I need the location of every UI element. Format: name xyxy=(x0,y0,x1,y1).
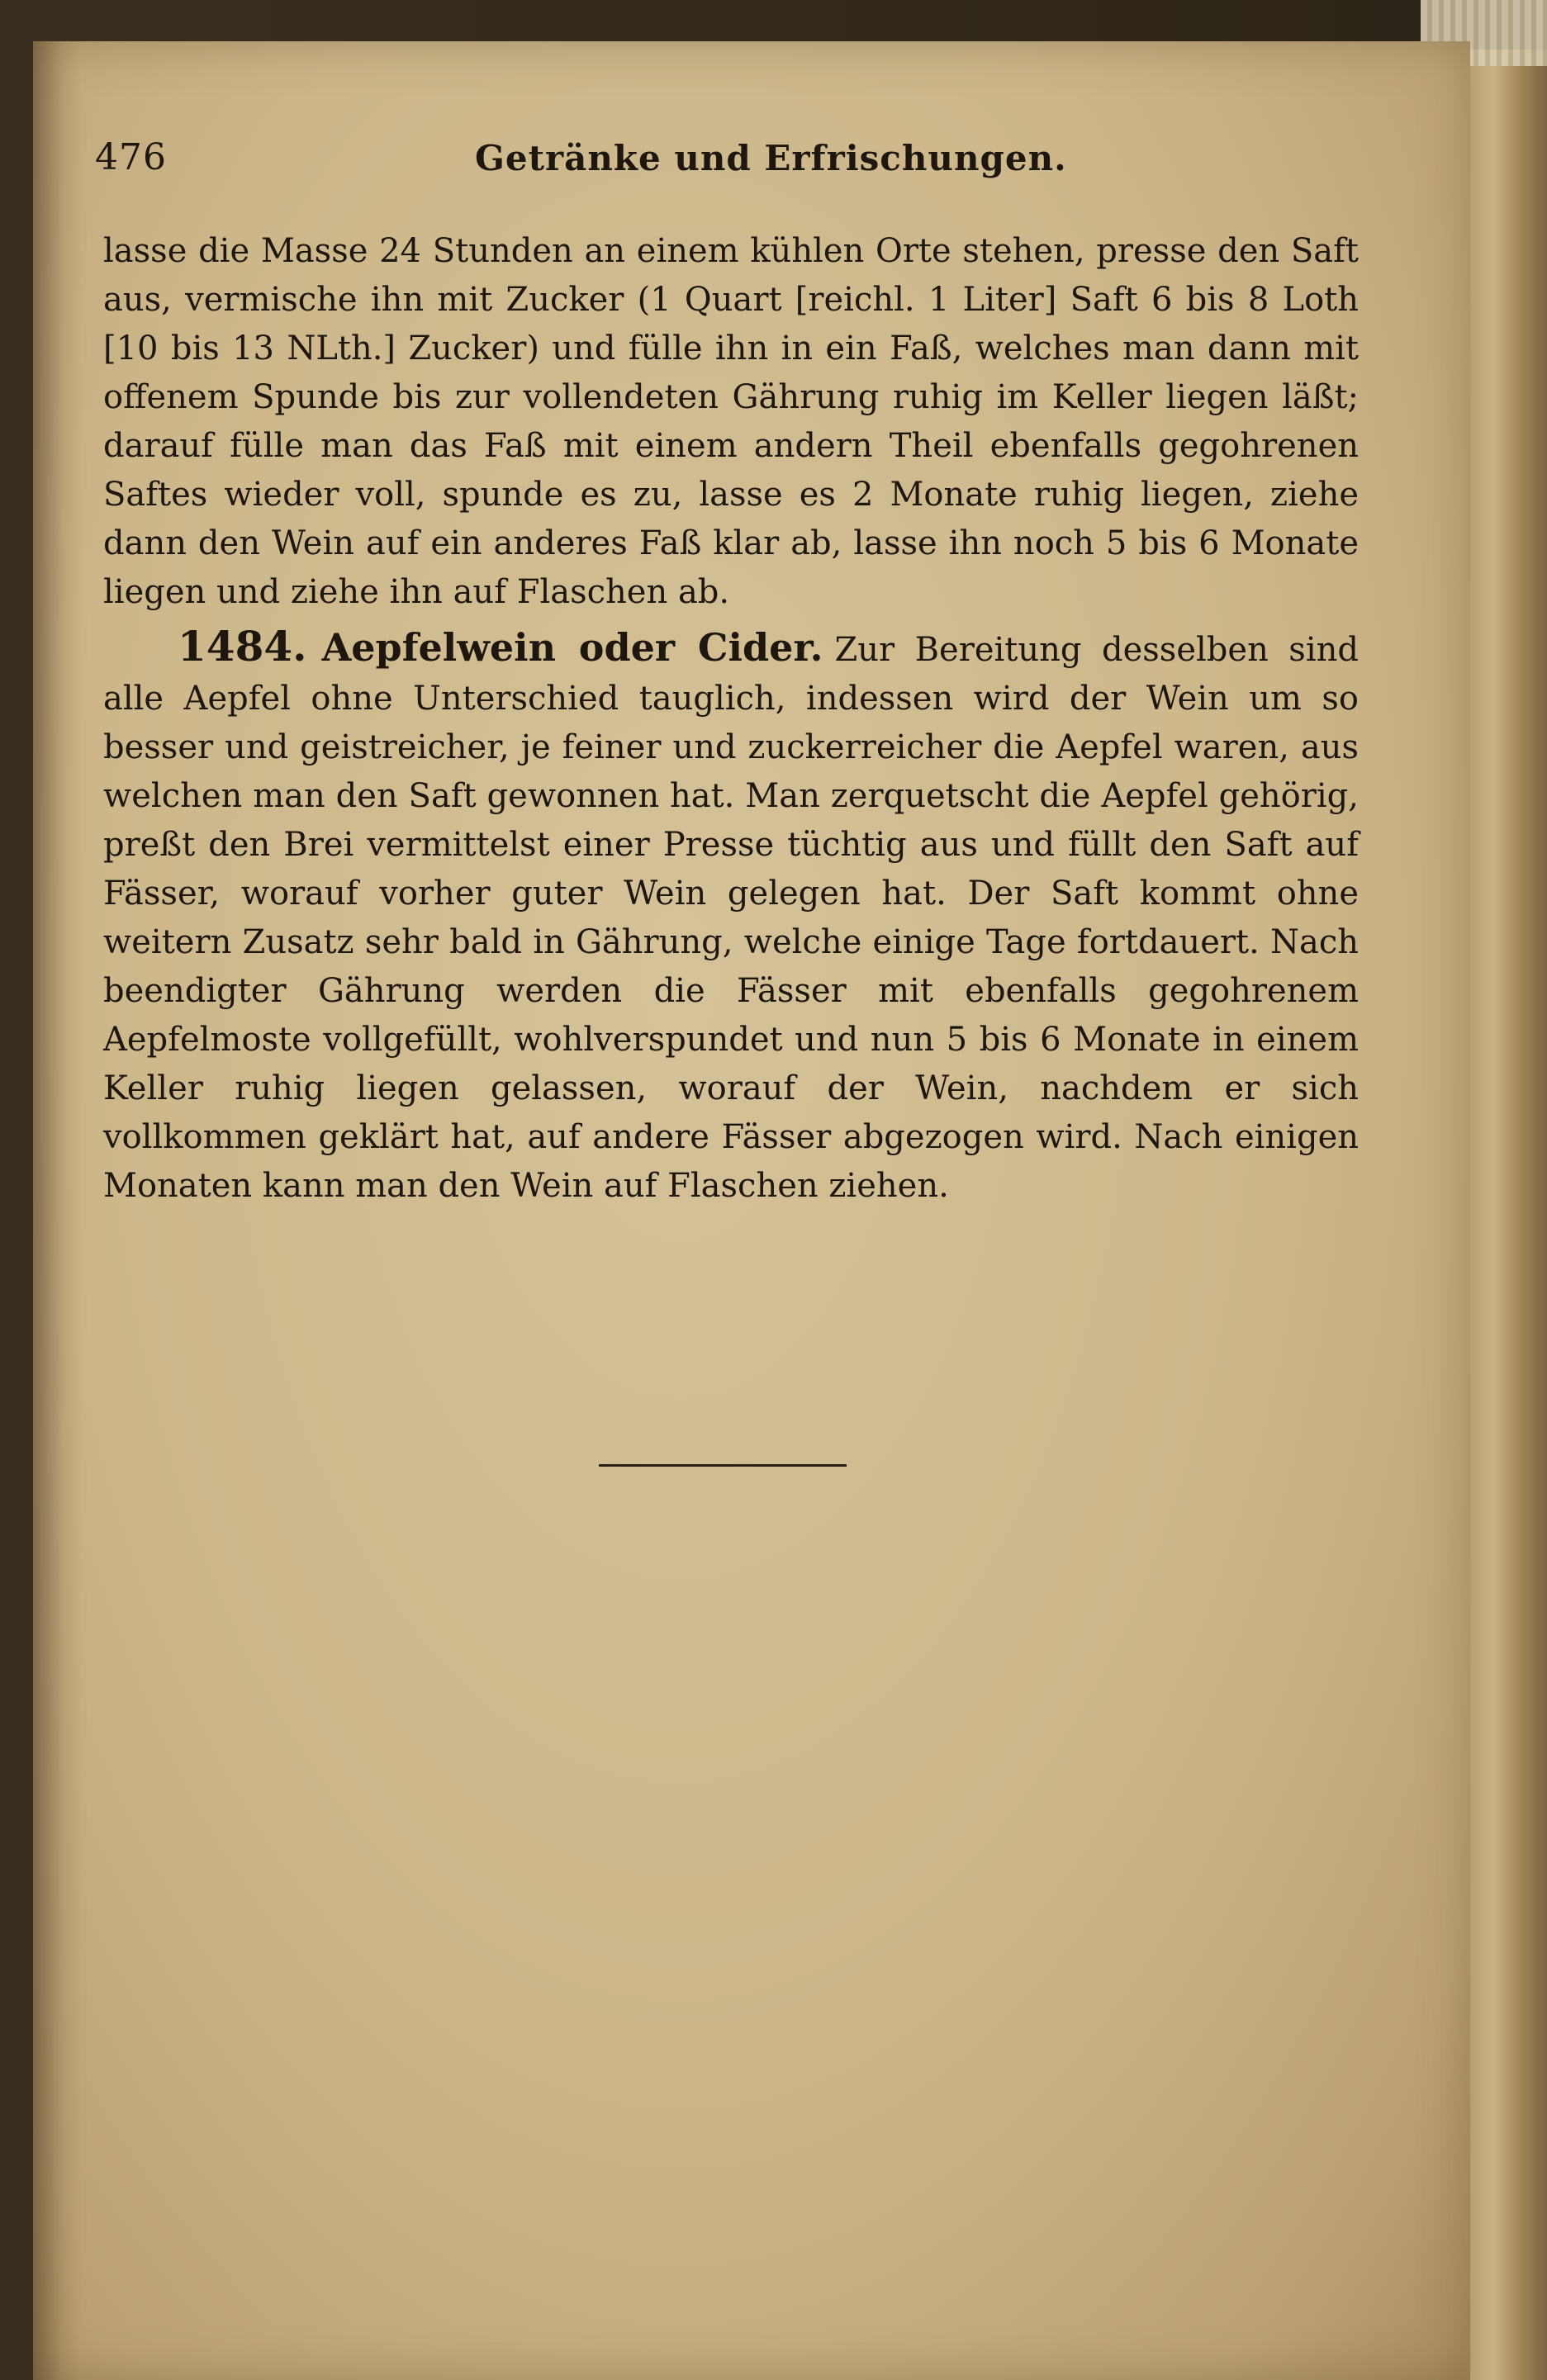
running-title: Getränke und Erfrischungen. xyxy=(475,138,1067,178)
page-stack-edge xyxy=(1470,50,1547,2380)
section-divider xyxy=(599,1464,847,1467)
recipe-number: 1484. xyxy=(178,622,307,671)
continued-paragraph: lasse die Masse 24 Stunden an einem kühlen Orte stehen, presse den Saft aus, vermische ihn mit Zucker (1 Quart [reichl. 1 Liter] Saft 6 bis 8 Loth [10 bis 13 NLth.] Zucker) und fülle ihn in ein Faß, welches man dann mit offenem Spunde bis zur vollendeten Gährung ruhig im Keller liegen läßt; darauf fülle man das Faß mit einem andern Theil ebenfalls gegohrenen Saftes wieder voll, spunde es zu, lasse es 2 Monate ruhig liegen, ziehe dann den Wein auf ein anderes Faß klar ab, lasse ihn noch 5 bis 6 Monate liegen und ziehe ihn auf Flaschen ab. xyxy=(103,232,1359,611)
recipe-text: Zur Bereitung desselben sind alle Aepfel ohne Unterschied tauglich, indessen wird der Wein um so besser und geistreicher, je feiner und zuckerreicher die Aepfel waren, aus welchen man den Saft gewonnen hat. Man zerquetscht die Aepfel gehörig, preßt den Brei vermittelst einer Presse tüchtig aus und füllt den Saft auf Fässer, worauf vorher guter Wein gelegen hat. Der Saft kommt ohne weitern Zusatz sehr bald in Gährung, welche einige Tage fortdauert. Nach beendigter Gährung werden die Fässer mit ebenfalls gegohrenem Aepfelmoste vollgefüllt, wohlverspundet und nun 5 bis 6 Monate in einem Keller ruhig liegen gelassen, worauf der Wein, nachdem er sich vollkommen geklärt hat, auf andere Fässer abgezogen wird. Nach einigen Monaten kann man den Wein auf Flaschen ziehen. xyxy=(103,631,1359,1205)
page-number: 476 xyxy=(95,136,167,178)
page-body xyxy=(103,227,1359,1211)
recipe-paragraph xyxy=(103,622,1359,1211)
recipe-title: Aepfelwein oder Cider. xyxy=(321,625,823,670)
page-header xyxy=(95,136,1367,194)
gutter-shadow xyxy=(33,41,83,2380)
